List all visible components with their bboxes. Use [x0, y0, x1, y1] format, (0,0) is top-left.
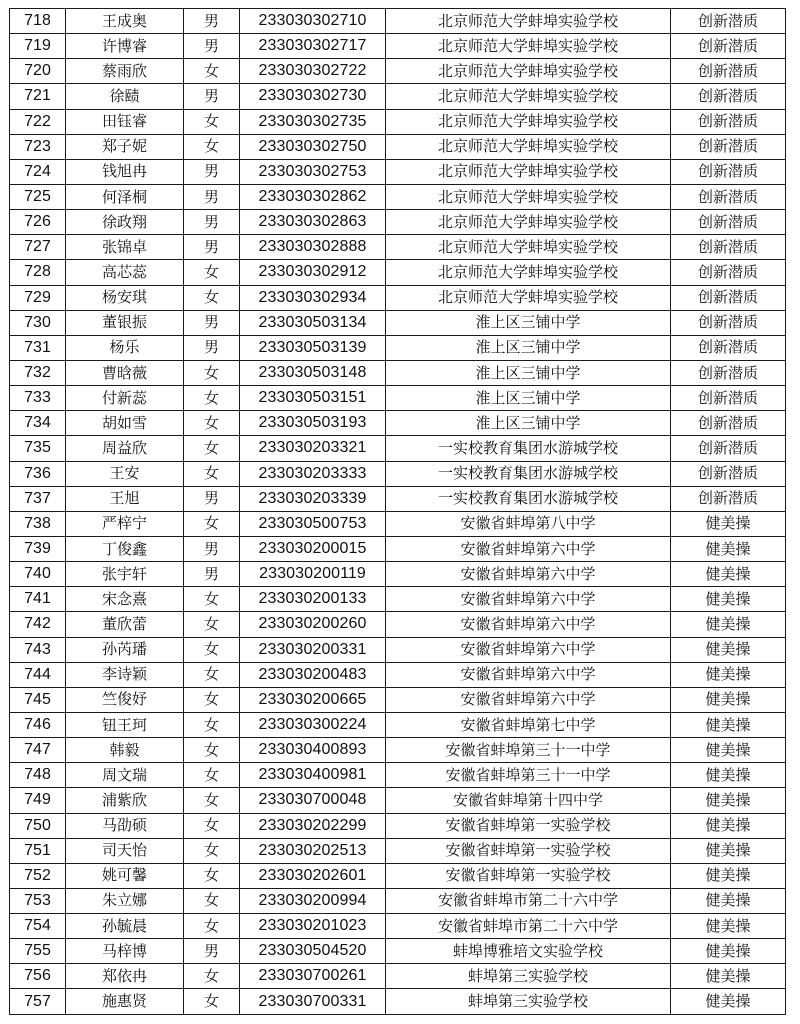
row-number-cell: 744	[10, 662, 66, 687]
gender-cell: 女	[184, 964, 240, 989]
table-row	[10, 662, 786, 687]
category-cell: 健美操	[671, 763, 786, 788]
category-cell: 健美操	[671, 587, 786, 612]
row-number-cell: 739	[10, 536, 66, 561]
category-cell: 健美操	[671, 637, 786, 662]
gender-cell: 女	[184, 662, 240, 687]
gender-cell: 女	[184, 360, 240, 385]
table-row	[10, 536, 786, 561]
row-number-cell: 753	[10, 888, 66, 913]
student-name-cell: 钮王珂	[66, 712, 184, 737]
gender-cell: 女	[184, 637, 240, 662]
school-cell: 北京师范大学蚌埠实验学校	[386, 34, 671, 59]
school-cell: 北京师范大学蚌埠实验学校	[386, 9, 671, 34]
student-id-cell: 233030503193	[240, 411, 386, 436]
student-name-cell: 董欣蕾	[66, 612, 184, 637]
student-name-cell: 丁俊鑫	[66, 536, 184, 561]
school-cell: 淮上区三铺中学	[386, 386, 671, 411]
student-name-cell: 施惠贤	[66, 989, 184, 1014]
row-number-cell: 729	[10, 285, 66, 310]
gender-cell: 女	[184, 888, 240, 913]
table-row	[10, 587, 786, 612]
student-name-cell: 杨乐	[66, 335, 184, 360]
school-cell: 北京师范大学蚌埠实验学校	[386, 84, 671, 109]
student-id-cell: 233030200133	[240, 587, 386, 612]
gender-cell: 女	[184, 738, 240, 763]
student-id-cell: 233030503151	[240, 386, 386, 411]
table-row	[10, 712, 786, 737]
row-number-cell: 718	[10, 9, 66, 34]
school-cell: 安徽省蚌埠第六中学	[386, 562, 671, 587]
category-cell: 健美操	[671, 612, 786, 637]
student-id-cell: 233030700048	[240, 788, 386, 813]
category-cell: 健美操	[671, 687, 786, 712]
category-cell: 健美操	[671, 511, 786, 536]
gender-cell: 女	[184, 914, 240, 939]
table-body	[10, 9, 786, 1015]
gender-cell: 男	[184, 939, 240, 964]
row-number-cell: 730	[10, 310, 66, 335]
school-cell: 北京师范大学蚌埠实验学校	[386, 184, 671, 209]
student-name-cell: 蔡雨欣	[66, 59, 184, 84]
gender-cell: 女	[184, 587, 240, 612]
school-cell: 安徽省蚌埠第六中学	[386, 587, 671, 612]
student-id-cell: 233030302912	[240, 260, 386, 285]
gender-cell: 男	[184, 34, 240, 59]
row-number-cell: 749	[10, 788, 66, 813]
table-row	[10, 888, 786, 913]
student-id-cell: 233030203333	[240, 461, 386, 486]
row-number-cell: 757	[10, 989, 66, 1014]
student-name-cell: 马劭硕	[66, 813, 184, 838]
table-row	[10, 436, 786, 461]
school-cell: 北京师范大学蚌埠实验学校	[386, 134, 671, 159]
row-number-cell: 745	[10, 687, 66, 712]
student-id-cell: 233030201023	[240, 914, 386, 939]
row-number-cell: 734	[10, 411, 66, 436]
student-name-cell: 李诗颖	[66, 662, 184, 687]
gender-cell: 男	[184, 210, 240, 235]
student-id-cell: 233030700331	[240, 989, 386, 1014]
table-row	[10, 235, 786, 260]
table-row	[10, 285, 786, 310]
category-cell: 创新潜质	[671, 159, 786, 184]
school-cell: 北京师范大学蚌埠实验学校	[386, 59, 671, 84]
school-cell: 北京师范大学蚌埠实验学校	[386, 109, 671, 134]
category-cell: 创新潜质	[671, 260, 786, 285]
gender-cell: 女	[184, 838, 240, 863]
row-number-cell: 732	[10, 360, 66, 385]
table-row	[10, 838, 786, 863]
row-number-cell: 727	[10, 235, 66, 260]
student-id-cell: 233030302722	[240, 59, 386, 84]
school-cell: 蚌埠第三实验学校	[386, 989, 671, 1014]
category-cell: 健美操	[671, 536, 786, 561]
student-name-cell: 王成奥	[66, 9, 184, 34]
student-name-cell: 徐赜	[66, 84, 184, 109]
row-number-cell: 750	[10, 813, 66, 838]
category-cell: 健美操	[671, 738, 786, 763]
school-cell: 安徽省蚌埠市第二十六中学	[386, 888, 671, 913]
gender-cell: 女	[184, 612, 240, 637]
category-cell: 创新潜质	[671, 310, 786, 335]
category-cell: 创新潜质	[671, 34, 786, 59]
category-cell: 健美操	[671, 914, 786, 939]
category-cell: 健美操	[671, 863, 786, 888]
row-number-cell: 725	[10, 184, 66, 209]
student-id-cell: 233030302717	[240, 34, 386, 59]
student-id-cell: 233030200015	[240, 536, 386, 561]
table-row	[10, 386, 786, 411]
table-row	[10, 411, 786, 436]
row-number-cell: 735	[10, 436, 66, 461]
student-name-cell: 竺俊妤	[66, 687, 184, 712]
row-number-cell: 724	[10, 159, 66, 184]
school-cell: 淮上区三铺中学	[386, 310, 671, 335]
student-id-cell: 233030302710	[240, 9, 386, 34]
gender-cell: 女	[184, 59, 240, 84]
gender-cell: 女	[184, 813, 240, 838]
student-id-cell: 233030302934	[240, 285, 386, 310]
gender-cell: 女	[184, 989, 240, 1014]
student-id-cell: 233030302735	[240, 109, 386, 134]
school-cell: 安徽省蚌埠第一实验学校	[386, 863, 671, 888]
school-cell: 北京师范大学蚌埠实验学校	[386, 260, 671, 285]
table-row	[10, 989, 786, 1014]
student-id-cell: 233030200665	[240, 687, 386, 712]
category-cell: 创新潜质	[671, 486, 786, 511]
category-cell: 健美操	[671, 888, 786, 913]
table-row	[10, 260, 786, 285]
gender-cell: 男	[184, 235, 240, 260]
school-cell: 安徽省蚌埠市第二十六中学	[386, 914, 671, 939]
gender-cell: 男	[184, 84, 240, 109]
school-cell: 安徽省蚌埠第六中学	[386, 637, 671, 662]
row-number-cell: 752	[10, 863, 66, 888]
row-number-cell: 721	[10, 84, 66, 109]
category-cell: 创新潜质	[671, 109, 786, 134]
table-row	[10, 159, 786, 184]
student-name-cell: 浦紫欣	[66, 788, 184, 813]
student-name-cell: 杨安琪	[66, 285, 184, 310]
row-number-cell: 719	[10, 34, 66, 59]
student-name-cell: 周文瑞	[66, 763, 184, 788]
student-name-cell: 田钰睿	[66, 109, 184, 134]
row-number-cell: 756	[10, 964, 66, 989]
student-id-cell: 233030202601	[240, 863, 386, 888]
student-list-table	[9, 8, 786, 1015]
table-row	[10, 964, 786, 989]
school-cell: 一实校教育集团水游城学校	[386, 486, 671, 511]
row-number-cell: 743	[10, 637, 66, 662]
student-id-cell: 233030302730	[240, 84, 386, 109]
student-name-cell: 胡如雪	[66, 411, 184, 436]
student-id-cell: 233030203339	[240, 486, 386, 511]
row-number-cell: 722	[10, 109, 66, 134]
category-cell: 创新潜质	[671, 235, 786, 260]
category-cell: 创新潜质	[671, 9, 786, 34]
table-row	[10, 788, 786, 813]
row-number-cell: 741	[10, 587, 66, 612]
gender-cell: 女	[184, 436, 240, 461]
student-name-cell: 严梓宁	[66, 511, 184, 536]
school-cell: 淮上区三铺中学	[386, 335, 671, 360]
student-name-cell: 徐政翔	[66, 210, 184, 235]
gender-cell: 男	[184, 335, 240, 360]
student-name-cell: 王旭	[66, 486, 184, 511]
student-id-cell: 233030200994	[240, 888, 386, 913]
row-number-cell: 737	[10, 486, 66, 511]
category-cell: 健美操	[671, 989, 786, 1014]
school-cell: 安徽省蚌埠第六中学	[386, 662, 671, 687]
category-cell: 健美操	[671, 788, 786, 813]
student-name-cell: 韩毅	[66, 738, 184, 763]
table-row	[10, 184, 786, 209]
student-id-cell: 233030302750	[240, 134, 386, 159]
school-cell: 安徽省蚌埠第六中学	[386, 612, 671, 637]
school-cell: 一实校教育集团水游城学校	[386, 461, 671, 486]
student-id-cell: 233030302862	[240, 184, 386, 209]
school-cell: 北京师范大学蚌埠实验学校	[386, 235, 671, 260]
student-name-cell: 张锦卓	[66, 235, 184, 260]
table-row	[10, 939, 786, 964]
school-cell: 安徽省蚌埠第一实验学校	[386, 813, 671, 838]
row-number-cell: 726	[10, 210, 66, 235]
table-row	[10, 461, 786, 486]
table-row	[10, 310, 786, 335]
category-cell: 健美操	[671, 813, 786, 838]
student-id-cell: 233030203321	[240, 436, 386, 461]
student-id-cell: 233030200260	[240, 612, 386, 637]
row-number-cell: 742	[10, 612, 66, 637]
table-row	[10, 863, 786, 888]
school-cell: 安徽省蚌埠第三十一中学	[386, 763, 671, 788]
gender-cell: 男	[184, 310, 240, 335]
category-cell: 健美操	[671, 964, 786, 989]
student-id-cell: 233030202513	[240, 838, 386, 863]
category-cell: 健美操	[671, 838, 786, 863]
school-cell: 北京师范大学蚌埠实验学校	[386, 285, 671, 310]
gender-cell: 女	[184, 109, 240, 134]
school-cell: 淮上区三铺中学	[386, 411, 671, 436]
student-name-cell: 朱立娜	[66, 888, 184, 913]
student-name-cell: 付新蕊	[66, 386, 184, 411]
table-row	[10, 34, 786, 59]
student-name-cell: 宋念熹	[66, 587, 184, 612]
table-row	[10, 763, 786, 788]
school-cell: 安徽省蚌埠第八中学	[386, 511, 671, 536]
student-id-cell: 233030504520	[240, 939, 386, 964]
student-id-cell: 233030503139	[240, 335, 386, 360]
category-cell: 健美操	[671, 939, 786, 964]
gender-cell: 女	[184, 260, 240, 285]
school-cell: 蚌埠第三实验学校	[386, 964, 671, 989]
school-cell: 安徽省蚌埠第三十一中学	[386, 738, 671, 763]
school-cell: 蚌埠博雅培文实验学校	[386, 939, 671, 964]
gender-cell: 男	[184, 536, 240, 561]
row-number-cell: 723	[10, 134, 66, 159]
category-cell: 健美操	[671, 562, 786, 587]
category-cell: 创新潜质	[671, 436, 786, 461]
category-cell: 创新潜质	[671, 360, 786, 385]
table-row	[10, 511, 786, 536]
student-name-cell: 董银振	[66, 310, 184, 335]
table-row	[10, 109, 786, 134]
student-name-cell: 姚可馨	[66, 863, 184, 888]
student-id-cell: 233030200119	[240, 562, 386, 587]
student-name-cell: 何泽桐	[66, 184, 184, 209]
gender-cell: 男	[184, 184, 240, 209]
student-name-cell: 周益欣	[66, 436, 184, 461]
table-row	[10, 738, 786, 763]
school-cell: 淮上区三铺中学	[386, 360, 671, 385]
gender-cell: 男	[184, 562, 240, 587]
gender-cell: 男	[184, 159, 240, 184]
table-row	[10, 360, 786, 385]
category-cell: 创新潜质	[671, 461, 786, 486]
row-number-cell: 733	[10, 386, 66, 411]
category-cell: 健美操	[671, 712, 786, 737]
student-name-cell: 曹晗薇	[66, 360, 184, 385]
student-id-cell: 233030200331	[240, 637, 386, 662]
gender-cell: 女	[184, 788, 240, 813]
student-name-cell: 钱旭冉	[66, 159, 184, 184]
student-id-cell: 233030500753	[240, 511, 386, 536]
school-cell: 北京师范大学蚌埠实验学校	[386, 210, 671, 235]
category-cell: 创新潜质	[671, 335, 786, 360]
table-row	[10, 9, 786, 34]
category-cell: 创新潜质	[671, 386, 786, 411]
category-cell: 创新潜质	[671, 134, 786, 159]
gender-cell: 女	[184, 411, 240, 436]
student-name-cell: 王安	[66, 461, 184, 486]
student-id-cell: 233030400893	[240, 738, 386, 763]
student-id-cell: 233030302753	[240, 159, 386, 184]
row-number-cell: 740	[10, 562, 66, 587]
category-cell: 创新潜质	[671, 411, 786, 436]
gender-cell: 女	[184, 285, 240, 310]
row-number-cell: 747	[10, 738, 66, 763]
category-cell: 创新潜质	[671, 84, 786, 109]
table-row	[10, 562, 786, 587]
school-cell: 安徽省蚌埠第六中学	[386, 536, 671, 561]
gender-cell: 女	[184, 863, 240, 888]
gender-cell: 男	[184, 486, 240, 511]
table-row	[10, 84, 786, 109]
category-cell: 创新潜质	[671, 285, 786, 310]
student-id-cell: 233030300224	[240, 712, 386, 737]
student-id-cell: 233030503148	[240, 360, 386, 385]
table-row	[10, 210, 786, 235]
row-number-cell: 746	[10, 712, 66, 737]
category-cell: 健美操	[671, 662, 786, 687]
table-row	[10, 813, 786, 838]
gender-cell: 女	[184, 712, 240, 737]
row-number-cell: 748	[10, 763, 66, 788]
gender-cell: 女	[184, 461, 240, 486]
row-number-cell: 751	[10, 838, 66, 863]
category-cell: 创新潜质	[671, 59, 786, 84]
student-id-cell: 233030400981	[240, 763, 386, 788]
student-name-cell: 马梓博	[66, 939, 184, 964]
school-cell: 北京师范大学蚌埠实验学校	[386, 159, 671, 184]
student-id-cell: 233030302863	[240, 210, 386, 235]
table-row	[10, 134, 786, 159]
school-cell: 安徽省蚌埠第六中学	[386, 687, 671, 712]
gender-cell: 女	[184, 386, 240, 411]
gender-cell: 女	[184, 134, 240, 159]
category-cell: 创新潜质	[671, 184, 786, 209]
student-name-cell: 孙毓晨	[66, 914, 184, 939]
school-cell: 安徽省蚌埠第七中学	[386, 712, 671, 737]
school-cell: 安徽省蚌埠第一实验学校	[386, 838, 671, 863]
row-number-cell: 720	[10, 59, 66, 84]
gender-cell: 女	[184, 511, 240, 536]
table-row	[10, 637, 786, 662]
table-row	[10, 914, 786, 939]
gender-cell: 女	[184, 763, 240, 788]
row-number-cell: 738	[10, 511, 66, 536]
student-id-cell: 233030202299	[240, 813, 386, 838]
table-row	[10, 486, 786, 511]
row-number-cell: 731	[10, 335, 66, 360]
student-id-cell: 233030700261	[240, 964, 386, 989]
table-row	[10, 59, 786, 84]
school-cell: 一实校教育集团水游城学校	[386, 436, 671, 461]
student-name-cell: 司天怡	[66, 838, 184, 863]
student-id-cell: 233030503134	[240, 310, 386, 335]
table-row	[10, 612, 786, 637]
table-row	[10, 687, 786, 712]
category-cell: 创新潜质	[671, 210, 786, 235]
table-row	[10, 335, 786, 360]
student-name-cell: 郑子妮	[66, 134, 184, 159]
student-id-cell: 233030200483	[240, 662, 386, 687]
row-number-cell: 736	[10, 461, 66, 486]
student-name-cell: 郑依冉	[66, 964, 184, 989]
gender-cell: 女	[184, 687, 240, 712]
student-name-cell: 孙芮璠	[66, 637, 184, 662]
gender-cell: 男	[184, 9, 240, 34]
student-id-cell: 233030302888	[240, 235, 386, 260]
row-number-cell: 755	[10, 939, 66, 964]
student-name-cell: 许博睿	[66, 34, 184, 59]
row-number-cell: 754	[10, 914, 66, 939]
school-cell: 安徽省蚌埠第十四中学	[386, 788, 671, 813]
student-name-cell: 高芯蕊	[66, 260, 184, 285]
student-name-cell: 张宇轩	[66, 562, 184, 587]
row-number-cell: 728	[10, 260, 66, 285]
